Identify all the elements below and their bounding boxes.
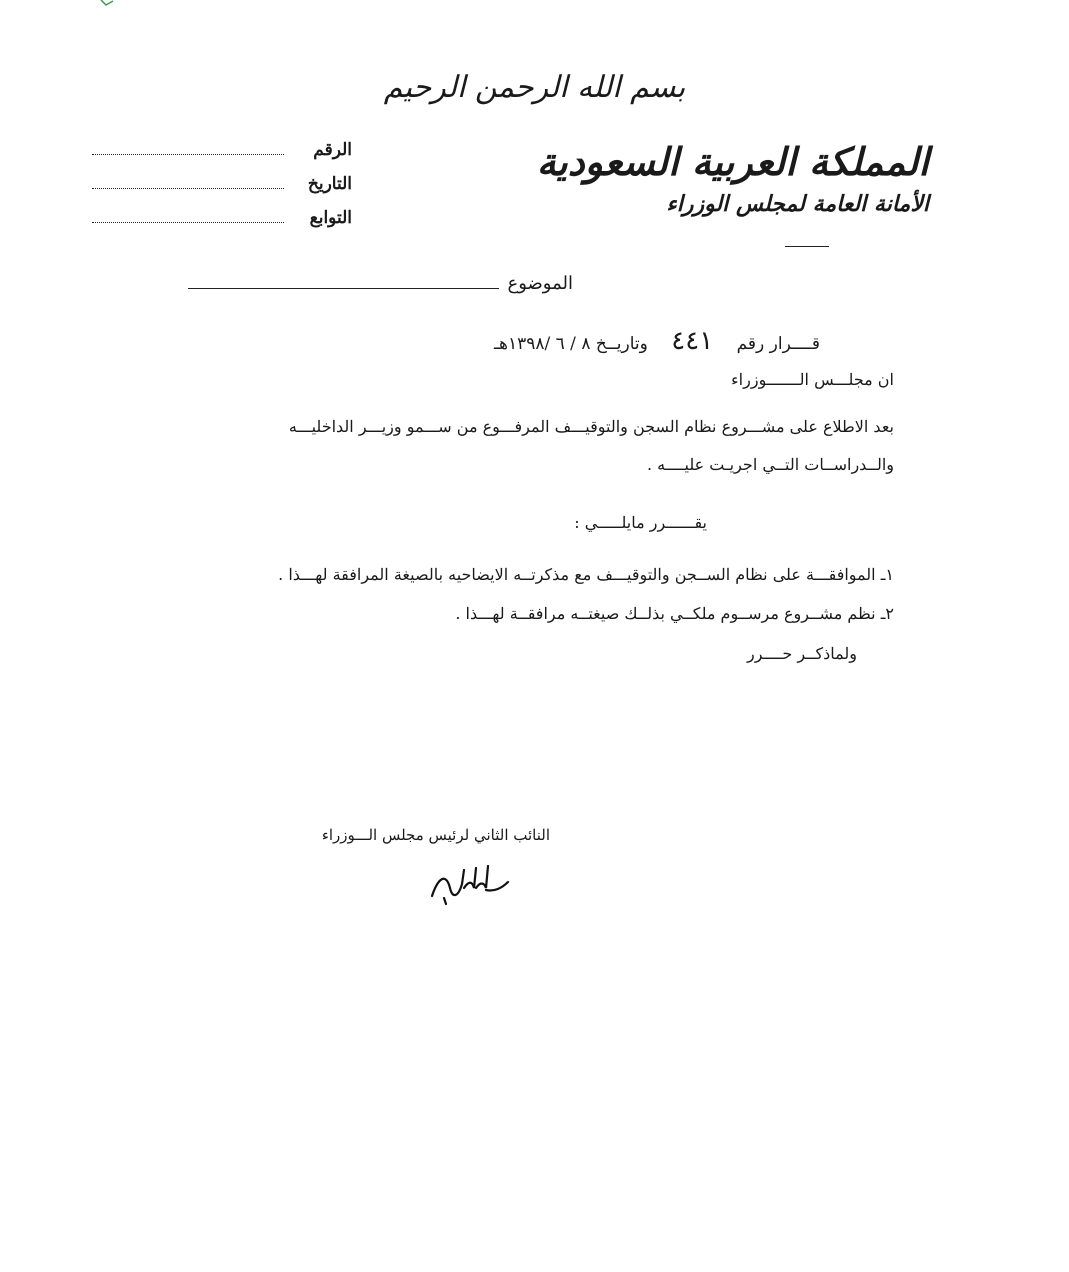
- secretariat-title: الأمانة العامة لمجلس الوزراء: [666, 191, 929, 217]
- reference-fields: [92, 140, 352, 242]
- date-field: [92, 174, 284, 189]
- preamble-line-2: والــدراســات التــي اجريـت عليــــه .: [646, 455, 894, 474]
- decision-date: ٨ / ٦ /١٣٩٨هـ: [494, 334, 591, 354]
- resolves-heading: يقــــــرر مايلـــــي :: [574, 513, 707, 532]
- signature-block: [240, 826, 550, 908]
- resolution-item-1: ١ـ الموافقـــة على نظام الســجن والتوقيـــف مع مذكرتــه الايضاحيه بالصيغة المرافقة لهـــذا .: [278, 565, 894, 584]
- letterhead-divider: [785, 246, 829, 247]
- kingdom-title: المملكة العربية السعودية: [536, 139, 929, 184]
- resolution-item-2: ٢ـ نظم مشــروع مرســوم ملكــي بذلــك صيغتــه مرافقــة لهـــذا .: [455, 604, 894, 623]
- decision-date-label: وتاريــخ: [595, 334, 648, 354]
- letterhead-block: [536, 139, 929, 218]
- number-field: [92, 140, 284, 155]
- basmala: بسم الله الرحمن الرحيم: [383, 70, 686, 105]
- subject-label: الموضوع: [507, 273, 573, 294]
- council-intro: ان مجلـــس الـــــــوزراء: [731, 370, 894, 389]
- attachments-row: [92, 208, 352, 242]
- signatory-title: النائب الثاني لرئيس مجلس الـــوزراء: [321, 826, 550, 844]
- number-row: [92, 140, 352, 174]
- date-row: [92, 174, 352, 208]
- preamble-line-1: بعد الاطلاع على مشـــروع نظام السجن والتوقيـــف المرفـــوع من ســـمو وزيـــر الداخليـــه: [288, 417, 894, 436]
- date-label: التاريخ: [307, 174, 352, 194]
- decision-number: ٤٤١: [671, 326, 714, 356]
- number-label: الرقم: [313, 140, 352, 160]
- closing-line: ولماذكــر حــــرر: [747, 644, 857, 663]
- attachments-field: [92, 208, 284, 223]
- subject-field: [188, 272, 499, 289]
- decision-number-label: قــــرار رقم: [736, 334, 820, 354]
- corner-mark-icon: [100, 0, 114, 6]
- subject-row: [188, 272, 573, 294]
- handwritten-signature-icon: [424, 858, 514, 908]
- attachments-label: التوابع: [309, 208, 352, 228]
- decision-header: [300, 326, 820, 356]
